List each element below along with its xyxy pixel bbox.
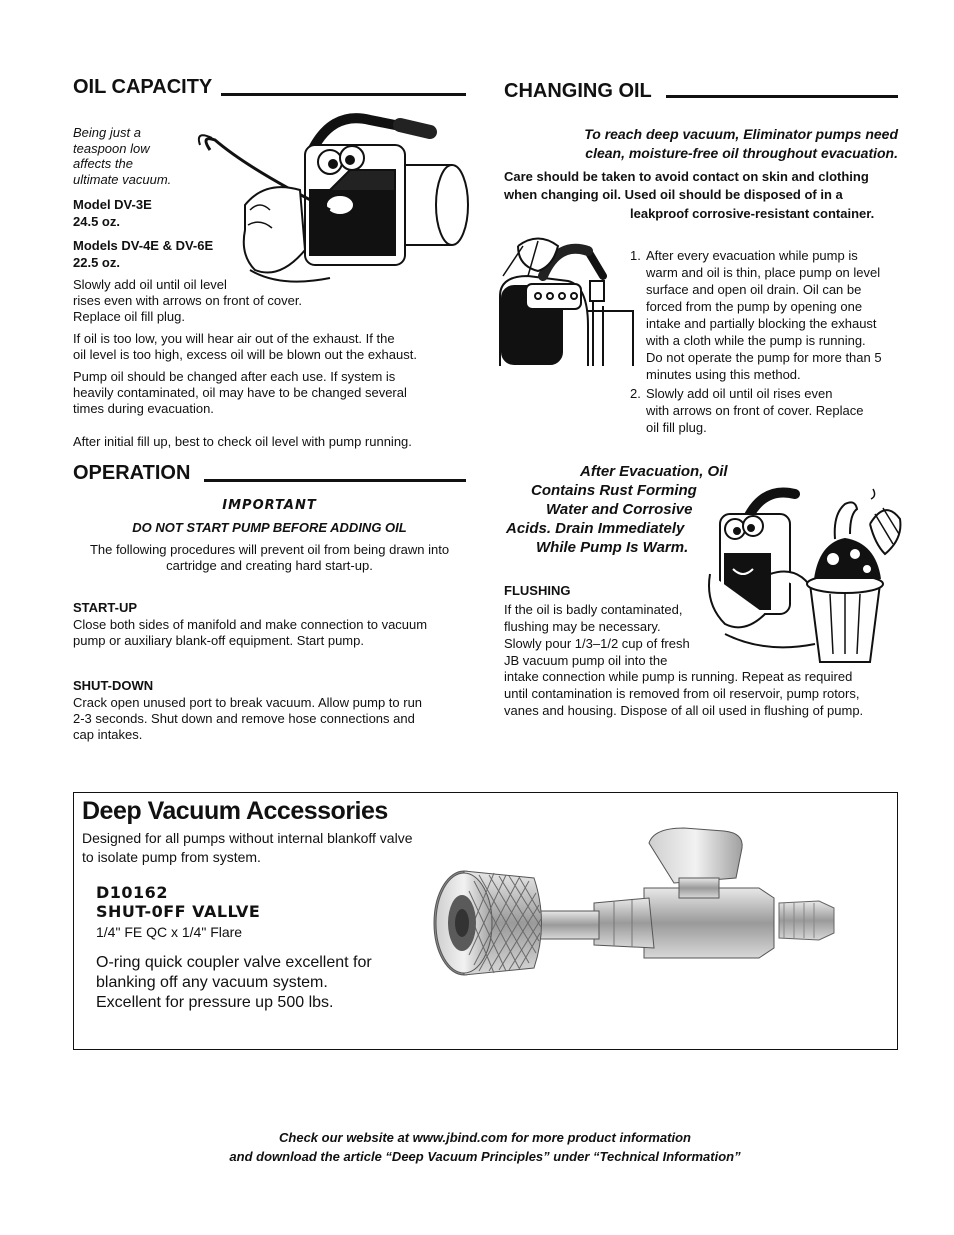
accessories-box	[73, 792, 898, 1050]
warning-text: DO NOT START PUMP BEFORE ADDING OIL	[132, 520, 407, 535]
footer-note: Check our website at www.jbind.com for more product information and download the article “Deep Vacuum Principles” under “Technical Information”	[229, 1130, 741, 1164]
oil-capacity-heading: OIL CAPACITY	[73, 76, 213, 98]
oil-change-note: Pump oil should be changed after each use. If system is heavily contaminated, oil may have to be changed several times during evacuation.	[73, 369, 407, 416]
after-evacuation-callout: After Evacuation, Oil Contains Rust Forming Water and Corrosive Acids. Drain Immediately While Pump Is Warm.	[506, 463, 728, 556]
changing-oil-heading: CHANGING OIL	[504, 80, 652, 102]
shutdown-title: SHUT-DOWN	[73, 678, 154, 693]
step-1: 1. After every evacuation while pump is warm and oil is thin, place pump on level surface and open oil drain. Oil can be forced from the pump by opening one intake and partially blocking the exhaust with a cloth while the pump is running. Do not operate the pump for more than 5 minutes using this method.	[630, 248, 882, 382]
oil-level-note: If oil is too low, you will hear air out of the exhaust. If the oil level is too high, excess oil will be blown out the exhaust.	[73, 331, 417, 362]
shut-off-valve-image	[424, 823, 864, 1023]
oil-capacity-add-oil: Slowly add oil until oil level rises even with arrows on front of cover. Replace oil fill plug.	[73, 277, 303, 324]
pump-drain-illustration	[498, 236, 638, 366]
procedures-text: The following procedures will prevent oil from being drawn into cartridge and creating hard start-up.	[89, 542, 450, 573]
important-label: IMPORTANT	[222, 498, 317, 513]
accessories-description: Designed for all pumps without internal blankoff valve to isolate pump from system.	[82, 830, 413, 865]
oil-capacity-intro: Being just a teaspoon low affects the ultimate vacuum.	[73, 125, 172, 187]
shutdown-text: Crack open unused port to break vacuum. Allow pump to run 2-3 seconds. Shut down and remove hose connections and cap intakes.	[73, 695, 423, 742]
model-dv3e-capacity: Model DV-3E 24.5 oz.	[73, 197, 152, 229]
startup-text: Close both sides of manifold and make connection to vacuum pump or auxiliary blank-off equipment. Start pump.	[73, 617, 428, 648]
flushing-title: FLUSHING	[504, 583, 571, 598]
flushing-text-long: intake connection while pump is running. Repeat as required until contamination is removed from oil reservoir, pump rotors, vanes and housing. Dispose of all oil used in flushing of pump.	[504, 669, 864, 718]
flushing-text-short: If the oil is badly contaminated, flushing may be necessary. Slowly pour 1/3–1/2 cup of fresh JB vacuum pump oil into the	[504, 602, 690, 668]
product-body: O-ring quick coupler valve excellent for blanking off any vacuum system. Excellent for pressure up 500 lbs.	[96, 954, 372, 1011]
accessories-title: Deep Vacuum Accessories	[82, 797, 388, 825]
product-code: D10162 SHUT-0FF VALLVE	[96, 883, 261, 921]
step-2: 2. Slowly add oil until oil rises even with arrows on front of cover. Replace oil fill plug.	[630, 386, 864, 435]
changing-oil-rule	[666, 95, 898, 98]
changing-oil-caution: Care should be taken to avoid contact on skin and clothing when changing oil. Used oil should be disposed of in a	[504, 169, 869, 202]
oil-capacity-rule	[221, 93, 466, 96]
startup-title: START-UP	[73, 600, 138, 615]
pump-mascot-illustration	[190, 110, 472, 290]
operation-heading: OPERATION	[73, 462, 191, 484]
changing-oil-steps	[630, 247, 905, 438]
changing-oil-lead: To reach deep vacuum, Eliminator pumps need clean, moisture-free oil throughout evacuation.	[584, 126, 898, 161]
initial-fill-note: After initial fill up, best to check oil level with pump running.	[73, 434, 412, 449]
product-spec: 1/4" FE QC x 1/4" Flare	[96, 924, 243, 940]
operation-rule	[204, 479, 466, 482]
oil-disposal-mascot-illustration	[705, 484, 905, 664]
models-dv4e-dv6e-capacity: Models DV-4E & DV-6E 22.5 oz.	[73, 238, 214, 270]
changing-oil-caution-last: leakproof corrosive-resistant container.	[630, 206, 875, 221]
